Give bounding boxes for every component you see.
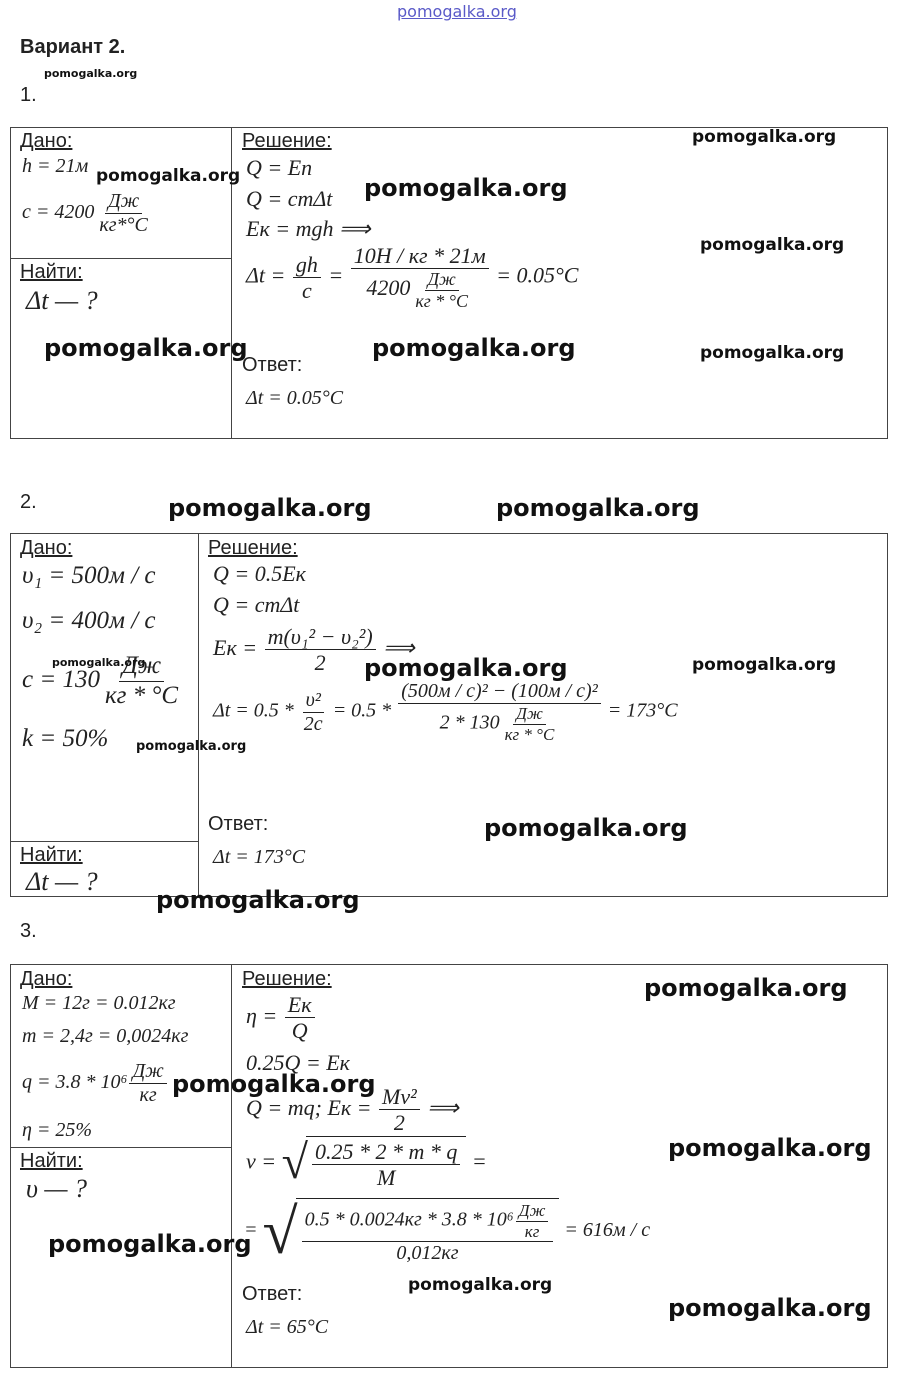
- solution-label: Решение:: [242, 130, 332, 152]
- eq-3: Q = mq; Eк = $\frac{\text{Mv²}}{2}$ ⟹: [246, 1084, 459, 1136]
- problem-number: 1.: [20, 84, 37, 106]
- given-q: q = 3.8 * 10⁶ $\frac{Дж}{кг}$: [22, 1060, 169, 1107]
- watermark: pomogalka.org: [692, 655, 837, 675]
- top-link[interactable]: pomogalka.org: [397, 2, 517, 21]
- solution-label: Решение:: [208, 537, 298, 559]
- watermark: pomogalka.org: [172, 1070, 376, 1098]
- given-M: M = 12г = 0.012кг: [22, 992, 176, 1014]
- watermark: pomogalka.org: [668, 1294, 872, 1322]
- answer: Δt = 65°С: [246, 1316, 329, 1338]
- problem-number: 2.: [20, 491, 37, 513]
- eq-1: Q = 0.5Eк: [213, 561, 306, 586]
- given-v1: υ₁ = 500м / с: [22, 562, 156, 589]
- find-delta-t: Δt — ?: [26, 286, 98, 315]
- eq-4: Δt = 0.5 * $\frac{\text{υ²}}{2c}$ = 0.5 * (500м / с)² − (100м / с)² 2 * 130 $\frac{Дж}{кг * ^\circ С}$ = 173°С: [213, 680, 678, 744]
- answer: Δt = 0.05°С: [246, 387, 344, 409]
- find-label: Найти:: [20, 844, 83, 866]
- eq-1: η = $\frac{Eк}{Q}$: [246, 992, 317, 1044]
- answer-label: Ответ:: [208, 813, 269, 835]
- eq-4: v = √ $\frac{0.25 * 2 * m * q}{M}$ =: [246, 1136, 487, 1191]
- watermark: pomogalka.org: [496, 494, 700, 522]
- watermark: pomogalka.org: [668, 1134, 872, 1162]
- watermark: pomogalka.org: [700, 235, 845, 255]
- eq-2: Q = cmΔt: [246, 186, 333, 211]
- eq-3: Eк = $\frac{\text{m(υ₁² − υ₂²)}}{2}$ ⟹: [213, 624, 415, 676]
- eq-3: Eк = mgh ⟹: [246, 216, 371, 241]
- watermark: pomogalka.org: [644, 974, 848, 1002]
- eq-4: Δt = $\frac{gh}{c}$ = 10Н / кг * 21м 4200 $\frac{Дж}{кг * ^\circ С}$ = 0.05°С: [246, 243, 579, 311]
- answer-label: Ответ:: [242, 354, 303, 376]
- eq-1: Q = Eп: [246, 155, 313, 180]
- given-k: k = 50%: [22, 725, 109, 752]
- watermark: pomogalka.org: [484, 814, 688, 842]
- watermark: pomogalka.org: [44, 334, 248, 362]
- find-delta-t: Δt — ?: [26, 867, 98, 896]
- solution-label: Решение:: [242, 968, 332, 990]
- watermark: pomogalka.org: [48, 1230, 252, 1258]
- problem-number: 3.: [20, 920, 37, 942]
- watermark: pomogalka.org: [692, 127, 837, 147]
- given-m: m = 2,4г = 0,0024кг: [22, 1025, 189, 1047]
- answer: Δt = 173°С: [213, 846, 306, 868]
- find-v: υ — ?: [26, 1174, 88, 1203]
- eq-5: = √ 0.5 * 0.0024кг * 3.8 * 10⁶ $\frac{Дж}{кг}$ 0,012кг = 616м / с: [244, 1195, 651, 1267]
- eq-2: Q = cmΔt: [213, 592, 300, 617]
- page-title: Вариант 2.: [20, 36, 126, 58]
- watermark: pomogalka.org: [52, 656, 146, 669]
- find-label: Найти:: [20, 1150, 83, 1172]
- watermark: pomogalka.org: [372, 334, 576, 362]
- watermark: pomogalka.org: [96, 166, 241, 186]
- watermark: pomogalka.org: [156, 886, 360, 914]
- watermark: pomogalka.org: [364, 174, 568, 202]
- given-label: Дано:: [20, 130, 73, 152]
- given-label: Дано:: [20, 968, 73, 990]
- given-c: c = 130 $\frac{Дж}{кг * ^\circ С}$: [22, 652, 179, 709]
- given-c: c = 4200 $\frac{Дж}{кг*^\circ С}$: [22, 190, 148, 236]
- watermark: pomogalka.org: [364, 654, 568, 682]
- given-eta: η = 25%: [22, 1119, 93, 1141]
- find-label: Найти:: [20, 261, 83, 283]
- watermark: pomogalka.org: [168, 494, 372, 522]
- eq-2: 0.25Q = Eк: [246, 1050, 350, 1075]
- watermark: pomogalka.org: [44, 67, 138, 80]
- watermark: pomogalka.org: [136, 739, 247, 754]
- watermark: pomogalka.org: [700, 343, 845, 363]
- answer-label: Ответ:: [242, 1283, 303, 1305]
- given-h: h = 21м: [22, 155, 89, 177]
- given-v2: υ₂ = 400м / с: [22, 607, 156, 634]
- given-label: Дано:: [20, 537, 73, 559]
- watermark: pomogalka.org: [408, 1275, 553, 1295]
